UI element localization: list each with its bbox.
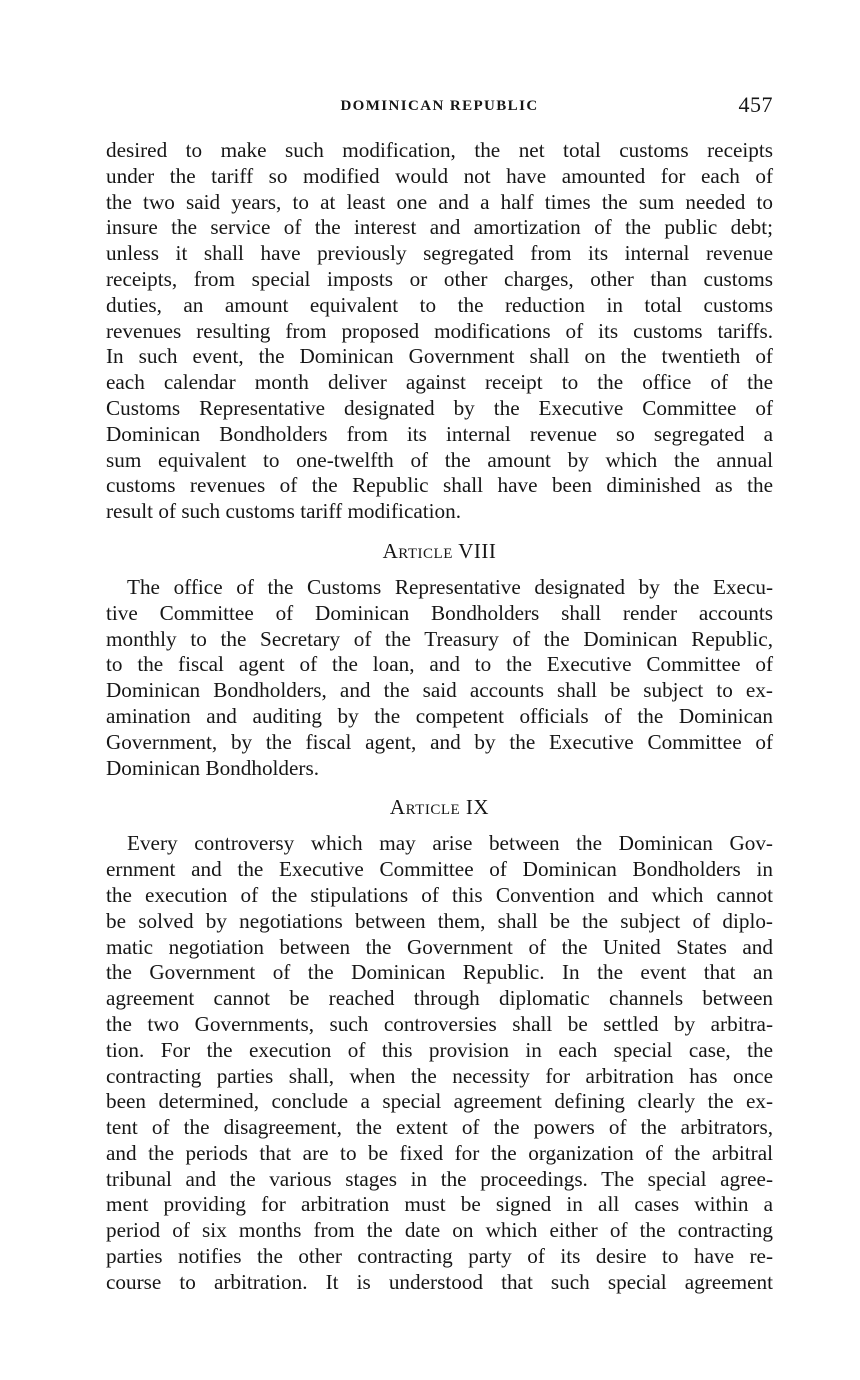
text-line: tent of the disagreement, the extent of the powers of the arbitrators, — [106, 1115, 773, 1140]
text-line: ment providing for arbitration must be signed in all cases within a — [106, 1192, 773, 1217]
text-line: tive Committee of Dominican Bondholders shall render accounts — [106, 600, 773, 625]
text-line: duties, an amount equivalent to the reduction in total customs — [106, 292, 773, 317]
text-line: Dominican Bondholders. — [106, 755, 320, 780]
text-line: agreement cannot be reached through diplomatic channels between — [106, 986, 773, 1011]
text-line: the two said years, to at least one and a half times the sum needed to — [106, 189, 773, 214]
paragraph-continuation — [106, 138, 773, 525]
text-line: Dominican Bondholders from its internal revenue so segregated a — [106, 421, 773, 446]
text-line: ernment and the Executive Committee of Dominican Bondholders in — [106, 857, 773, 882]
text-line: be solved by negotiations between them, shall be the subject of diplo- — [106, 908, 773, 933]
text-line: parties notifies the other contracting party of its desire to have re- — [106, 1244, 773, 1269]
text-line: Dominican Bondholders, and the said accounts shall be subject to ex- — [106, 678, 773, 703]
text-line: under the tariff so modified would not have amounted for each of — [106, 163, 773, 188]
article-heading-text: Article IX — [389, 795, 490, 820]
text-line: Every controversy which may arise between the Dominican Gov- — [127, 831, 773, 856]
running-title: DOMINICAN REPUBLIC — [340, 98, 539, 114]
text-line: the two Governments, such controversies shall be settled by arbitra- — [106, 1011, 773, 1036]
text-line: course to arbitration. It is understood that such special agreement — [106, 1269, 773, 1294]
document-page — [106, 92, 773, 1296]
text-line: Government, by the fiscal agent, and by the Executive Committee of — [106, 729, 773, 754]
text-line: and the periods that are to be fixed for the organization of the arbitral — [106, 1140, 773, 1165]
text-line: the execution of the stipulations of this Convention and which cannot — [106, 882, 773, 907]
running-head — [106, 92, 773, 126]
text-line: to the fiscal agent of the loan, and to the Executive Committee of — [106, 652, 773, 677]
text-line: the Government of the Dominican Republic. In the event that an — [106, 960, 773, 985]
text-line: result of such customs tariff modification. — [106, 499, 462, 524]
text-line: period of six months from the date on which either of the contracting — [106, 1218, 773, 1243]
text-line: matic negotiation between the Government of the United States and — [106, 934, 773, 959]
article-heading-text: Article VIII — [382, 538, 497, 563]
text-line: each calendar month deliver against receipt to the office of the — [106, 370, 773, 395]
text-line: Customs Representative designated by the Executive Committee of — [106, 395, 773, 420]
text-line: been determined, conclude a special agreement defining clearly the ex- — [106, 1089, 773, 1114]
text-line: In such event, the Dominican Government shall on the twentieth of — [106, 344, 773, 369]
text-line: revenues resulting from proposed modifications of its customs tariffs. — [106, 318, 773, 343]
text-line: tribunal and the various stages in the proceedings. The special agree- — [106, 1166, 773, 1191]
text-line: sum equivalent to one-twelfth of the amount by which the annual — [106, 447, 773, 472]
text-line: monthly to the Secretary of the Treasury of the Dominican Republic, — [106, 626, 773, 651]
article-heading-viii — [106, 538, 773, 564]
article-viii-paragraph — [106, 575, 773, 781]
text-line: customs revenues of the Republic shall have been diminished as the — [106, 473, 773, 498]
text-line: receipts, from special imposts or other charges, other than customs — [106, 266, 773, 291]
text-line: unless it shall have previously segregated from its internal revenue — [106, 241, 773, 266]
article-heading-ix — [106, 794, 773, 820]
page-number: 457 — [738, 92, 773, 117]
article-ix-paragraph — [106, 831, 773, 1295]
text-line: contracting parties shall, when the necessity for arbitration has once — [106, 1063, 773, 1088]
text-line: desired to make such modification, the net total customs receipts — [106, 138, 773, 162]
text-line: insure the service of the interest and amortization of the public debt; — [106, 215, 773, 240]
text-line: amination and auditing by the competent officials of the Dominican — [106, 703, 773, 728]
text-line: The office of the Customs Representative designated by the Execu- — [127, 574, 773, 599]
text-line: tion. For the execution of this provision in each special case, the — [106, 1037, 773, 1062]
